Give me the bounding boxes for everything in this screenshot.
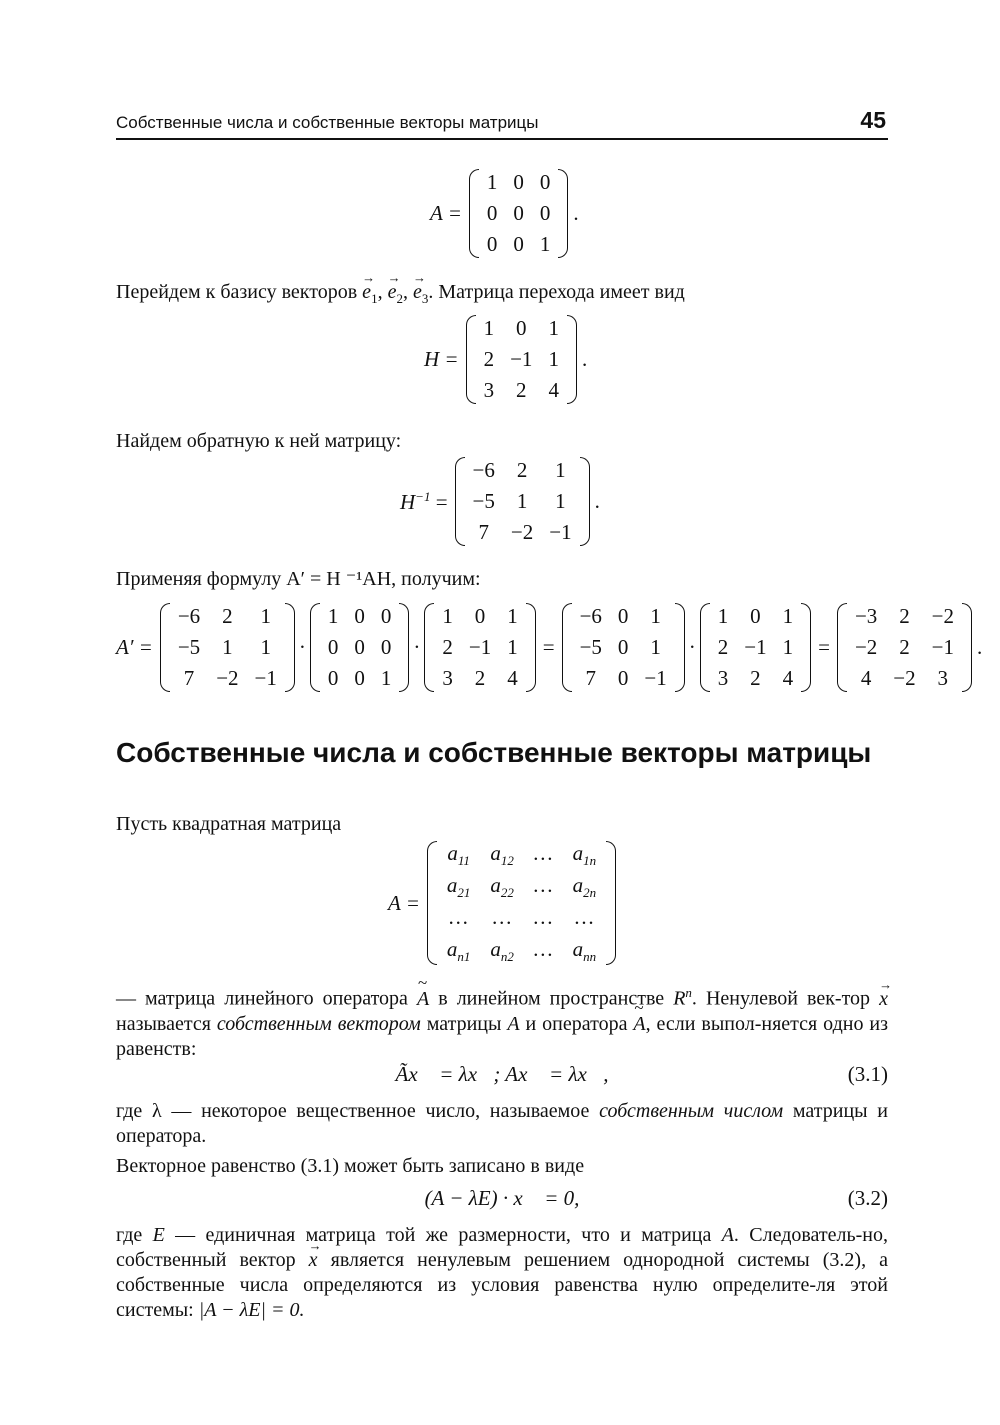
matrix-cell: 2 — [899, 635, 910, 659]
equation-3-1-body: Ãx⃗ = λx⃗; Ax⃗ = λx⃗, — [395, 1062, 609, 1086]
matrix-cell: 0 — [617, 635, 629, 659]
determinant-expression: |A − λE| = 0. — [198, 1299, 305, 1321]
matrix-cell: 2 — [442, 635, 453, 659]
matrix-cell: 0 — [513, 170, 524, 194]
matrix-cell: 4 — [507, 666, 518, 690]
formula-paragraph: Применяя формулу A′ = H ⁻¹AH, получим: — [116, 568, 481, 590]
matrix-a-equation — [430, 167, 579, 260]
matrix-cell: $a_{21}$ — [446, 872, 471, 901]
matrix-cell: 2 — [717, 635, 729, 659]
matrix-cell: 1 — [483, 316, 495, 340]
running-title: Собственные числа и собственные векторы матрицы — [116, 113, 539, 132]
matrix-cell: −2 — [854, 635, 878, 659]
matrix-cell: $a_{22}$ — [490, 872, 514, 901]
matrix-cell: $a_{1n}$ — [572, 840, 597, 869]
matrix-cell: 1 — [650, 635, 661, 659]
product-matrix-6 — [836, 601, 973, 694]
matrix-cell: … — [492, 904, 512, 929]
product-matrix-5 — [699, 601, 812, 694]
matrix-cell: −1 — [549, 520, 572, 544]
matrix-cell: −2 — [893, 666, 916, 690]
matrix-cell: 1 — [548, 347, 559, 371]
matrix-cell: 3 — [937, 666, 949, 690]
matrix-cell: 0 — [750, 604, 761, 628]
inverse-paragraph: Найдем обратную к ней матрицу: — [116, 430, 402, 452]
matrix-cell: 0 — [327, 666, 339, 690]
matrix-cell: −5 — [472, 489, 495, 513]
matrix-cell: 2 — [899, 604, 910, 628]
matrix-cell: 0 — [513, 232, 524, 256]
matrix-h-inverse-punct: . — [594, 489, 600, 513]
matrix-cell: 0 — [539, 201, 551, 225]
matrix-cell: 3 — [483, 378, 495, 402]
matrix-a-punct: . — [573, 201, 579, 225]
definition-paragraph: — матрица линейного оператора A ~ в линейном пространстве $R^n$. Ненулевой век-тор x → называется собственным вектором матрицы A и оператора A ~, если выпол-няется одно из равенств: — [116, 980, 888, 1062]
matrix-cell: … — [533, 872, 553, 897]
matrix-cell: 0 — [486, 232, 498, 256]
matrix-h-lhs: H = — [424, 347, 459, 371]
matrix-cell: 1 — [555, 489, 566, 513]
product-matrix-4 — [561, 601, 686, 694]
equation-3-1 — [116, 1062, 888, 1094]
matrix-cell: 0 — [380, 635, 392, 659]
matrix-cell: 1 — [222, 635, 233, 659]
matrix-cell: −3 — [854, 604, 878, 628]
section-title: Собственные числа и собственные векторы матрицы — [116, 737, 872, 768]
running-head — [116, 106, 888, 140]
matrix-cell: $a_{12}$ — [490, 840, 514, 869]
matrix-a — [468, 167, 570, 260]
matrix-cell: −5 — [177, 635, 201, 659]
matrix-cell: 2 — [516, 378, 527, 402]
matrix-cell: 0 — [354, 604, 365, 628]
term-eigenvalue: собственным числом — [599, 1100, 784, 1122]
equation-3-1-number: (3.1) — [847, 1062, 888, 1086]
general-matrix — [426, 839, 617, 967]
matrix-cell: 4 — [548, 378, 559, 402]
matrix-cell: 7 — [478, 520, 489, 544]
matrix-cell: 0 — [539, 170, 551, 194]
matrix-cell: $a_{n2}$ — [490, 936, 514, 965]
matrix-cell: 4 — [860, 666, 872, 690]
matrix-cell: 0 — [486, 201, 498, 225]
matrix-cell: −1 — [931, 635, 954, 659]
matrix-cell: 0 — [513, 201, 524, 225]
matrix-h-inverse — [454, 455, 591, 548]
matrix-cell: 1 — [327, 604, 339, 628]
matrix-cell: $a_{11}$ — [447, 840, 470, 869]
final-paragraph: где E — единичная матрица той же размерности, что и матрица A. Следователь-но, собственный вектор x → является ненулевым решением однородной системы (3.2), а собственные числа определяются из условия равенства нулю определите-ля этой системы: |A − λE| = 0. — [116, 1223, 888, 1323]
matrix-cell: 1 — [548, 316, 559, 340]
matrix-cell: 1 — [442, 604, 453, 628]
matrix-cell: 1 — [782, 604, 794, 628]
matrix-cell: 0 — [617, 666, 629, 690]
matrix-cell: 3 — [442, 666, 453, 690]
matrix-cell: 0 — [617, 604, 629, 628]
matrix-a-lhs: A = — [430, 201, 462, 225]
matrix-cell: 1 — [380, 666, 392, 690]
general-matrix-equation — [388, 839, 617, 967]
matrix-cell: 7 — [183, 666, 195, 690]
matrix-cell: 1 — [260, 635, 271, 659]
matrix-cell: −2 — [510, 520, 534, 544]
matrix-cell: 1 — [507, 635, 518, 659]
matrix-cell: 1 — [782, 635, 794, 659]
matrix-h-equation — [424, 313, 587, 406]
matrix-cell: … — [533, 936, 553, 961]
matrix-cell: 7 — [585, 666, 596, 690]
matrix-cell: −1 — [468, 635, 492, 659]
matrix-cell: 1 — [555, 458, 566, 482]
matrix-cell: 2 — [222, 604, 233, 628]
equation-3-2-body: (A − λE) · x⃗ = 0, — [424, 1186, 580, 1210]
matrix-cell: 0 — [354, 666, 365, 690]
matrix-h-inverse-equation — [400, 455, 600, 548]
equation-3-2 — [116, 1186, 888, 1218]
matrix-cell: 2 — [516, 458, 528, 482]
matrix-cell: −2 — [216, 666, 239, 690]
product-matrix-2 — [309, 601, 411, 694]
square-matrix-paragraph: Пусть квадратная матрица — [116, 813, 342, 835]
matrix-h — [465, 313, 578, 406]
matrix-cell: 1 — [486, 170, 498, 194]
matrix-cell: 0 — [380, 604, 392, 628]
matrix-cell: $a_{n1}$ — [446, 936, 471, 965]
matrix-h-inverse-lhs: $H^{-1}$ = — [400, 488, 448, 514]
matrix-cell: 1 — [717, 604, 729, 628]
matrix-cell: 0 — [327, 635, 339, 659]
lambda-paragraph: где λ — некоторое вещественное число, называемое собственным числом матрицы и оператора. — [116, 1100, 889, 1147]
matrix-cell: −6 — [472, 458, 495, 482]
matrix-h-punct: . — [581, 347, 588, 371]
matrix-cell: −1 — [510, 347, 533, 371]
equation-3-2-number: (3.2) — [847, 1186, 888, 1210]
matrix-cell: 1 — [516, 489, 528, 513]
matrix-cell: … — [449, 904, 468, 929]
matrix-cell: 3 — [717, 666, 729, 690]
matrix-cell: 4 — [782, 666, 794, 690]
basis-paragraph: Перейдем к базису векторов $e \to_1$, $e \to_2$, $e \to_3$. Матрица перехода имеет вид — [116, 280, 888, 311]
matrix-cell: … — [574, 904, 594, 929]
matrix-cell: 2 — [483, 347, 495, 371]
matrix-cell: 1 — [539, 232, 551, 256]
matrix-cell: −1 — [644, 666, 667, 690]
matrix-cell: … — [533, 904, 553, 929]
matrix-cell: 1 — [650, 604, 661, 628]
matrix-cell: 0 — [516, 316, 527, 340]
matrix-cell: 0 — [474, 604, 486, 628]
matrix-cell: −1 — [254, 666, 277, 690]
matrix-cell: $a_{2n}$ — [572, 872, 597, 901]
matrix-cell: 2 — [474, 666, 486, 690]
matrix-cell: 0 — [354, 635, 365, 659]
matrix-cell: 2 — [750, 666, 761, 690]
matrix-cell: 1 — [507, 604, 518, 628]
matrix-cell: −1 — [744, 635, 767, 659]
term-eigenvector: собственным вектором — [216, 1012, 421, 1035]
product-equation: A′ = −6 2 1 −5 1 1 7 −2 −1 · 1 0 0 0 0 0 0 0 1 · 1 0 1 2 −1 1 3 2 4 = −6 0 1 −5 0 1 7 0 −1 · 1 0 1 2 −1 1 3 2 4 = −3 2 −2 −2 2 −1 4 −2 3 . — [116, 601, 982, 694]
matrix-cell: $a_{nn}$ — [572, 936, 597, 965]
matrix-cell: 1 — [260, 604, 271, 628]
matrix-cell: … — [533, 840, 553, 865]
matrix-cell: −5 — [579, 635, 602, 659]
product-matrix-3 — [423, 601, 536, 694]
matrix-cell: −2 — [931, 604, 954, 628]
product-lhs: A′ = — [116, 635, 153, 659]
page-number: 45 — [860, 107, 886, 133]
matrix-cell: −6 — [579, 604, 602, 628]
general-matrix-lhs: A = — [388, 890, 420, 915]
vector-equation-paragraph: Векторное равенство (3.1) может быть записано в виде — [116, 1155, 585, 1177]
product-matrix-1 — [159, 601, 296, 694]
matrix-cell: −6 — [177, 604, 201, 628]
